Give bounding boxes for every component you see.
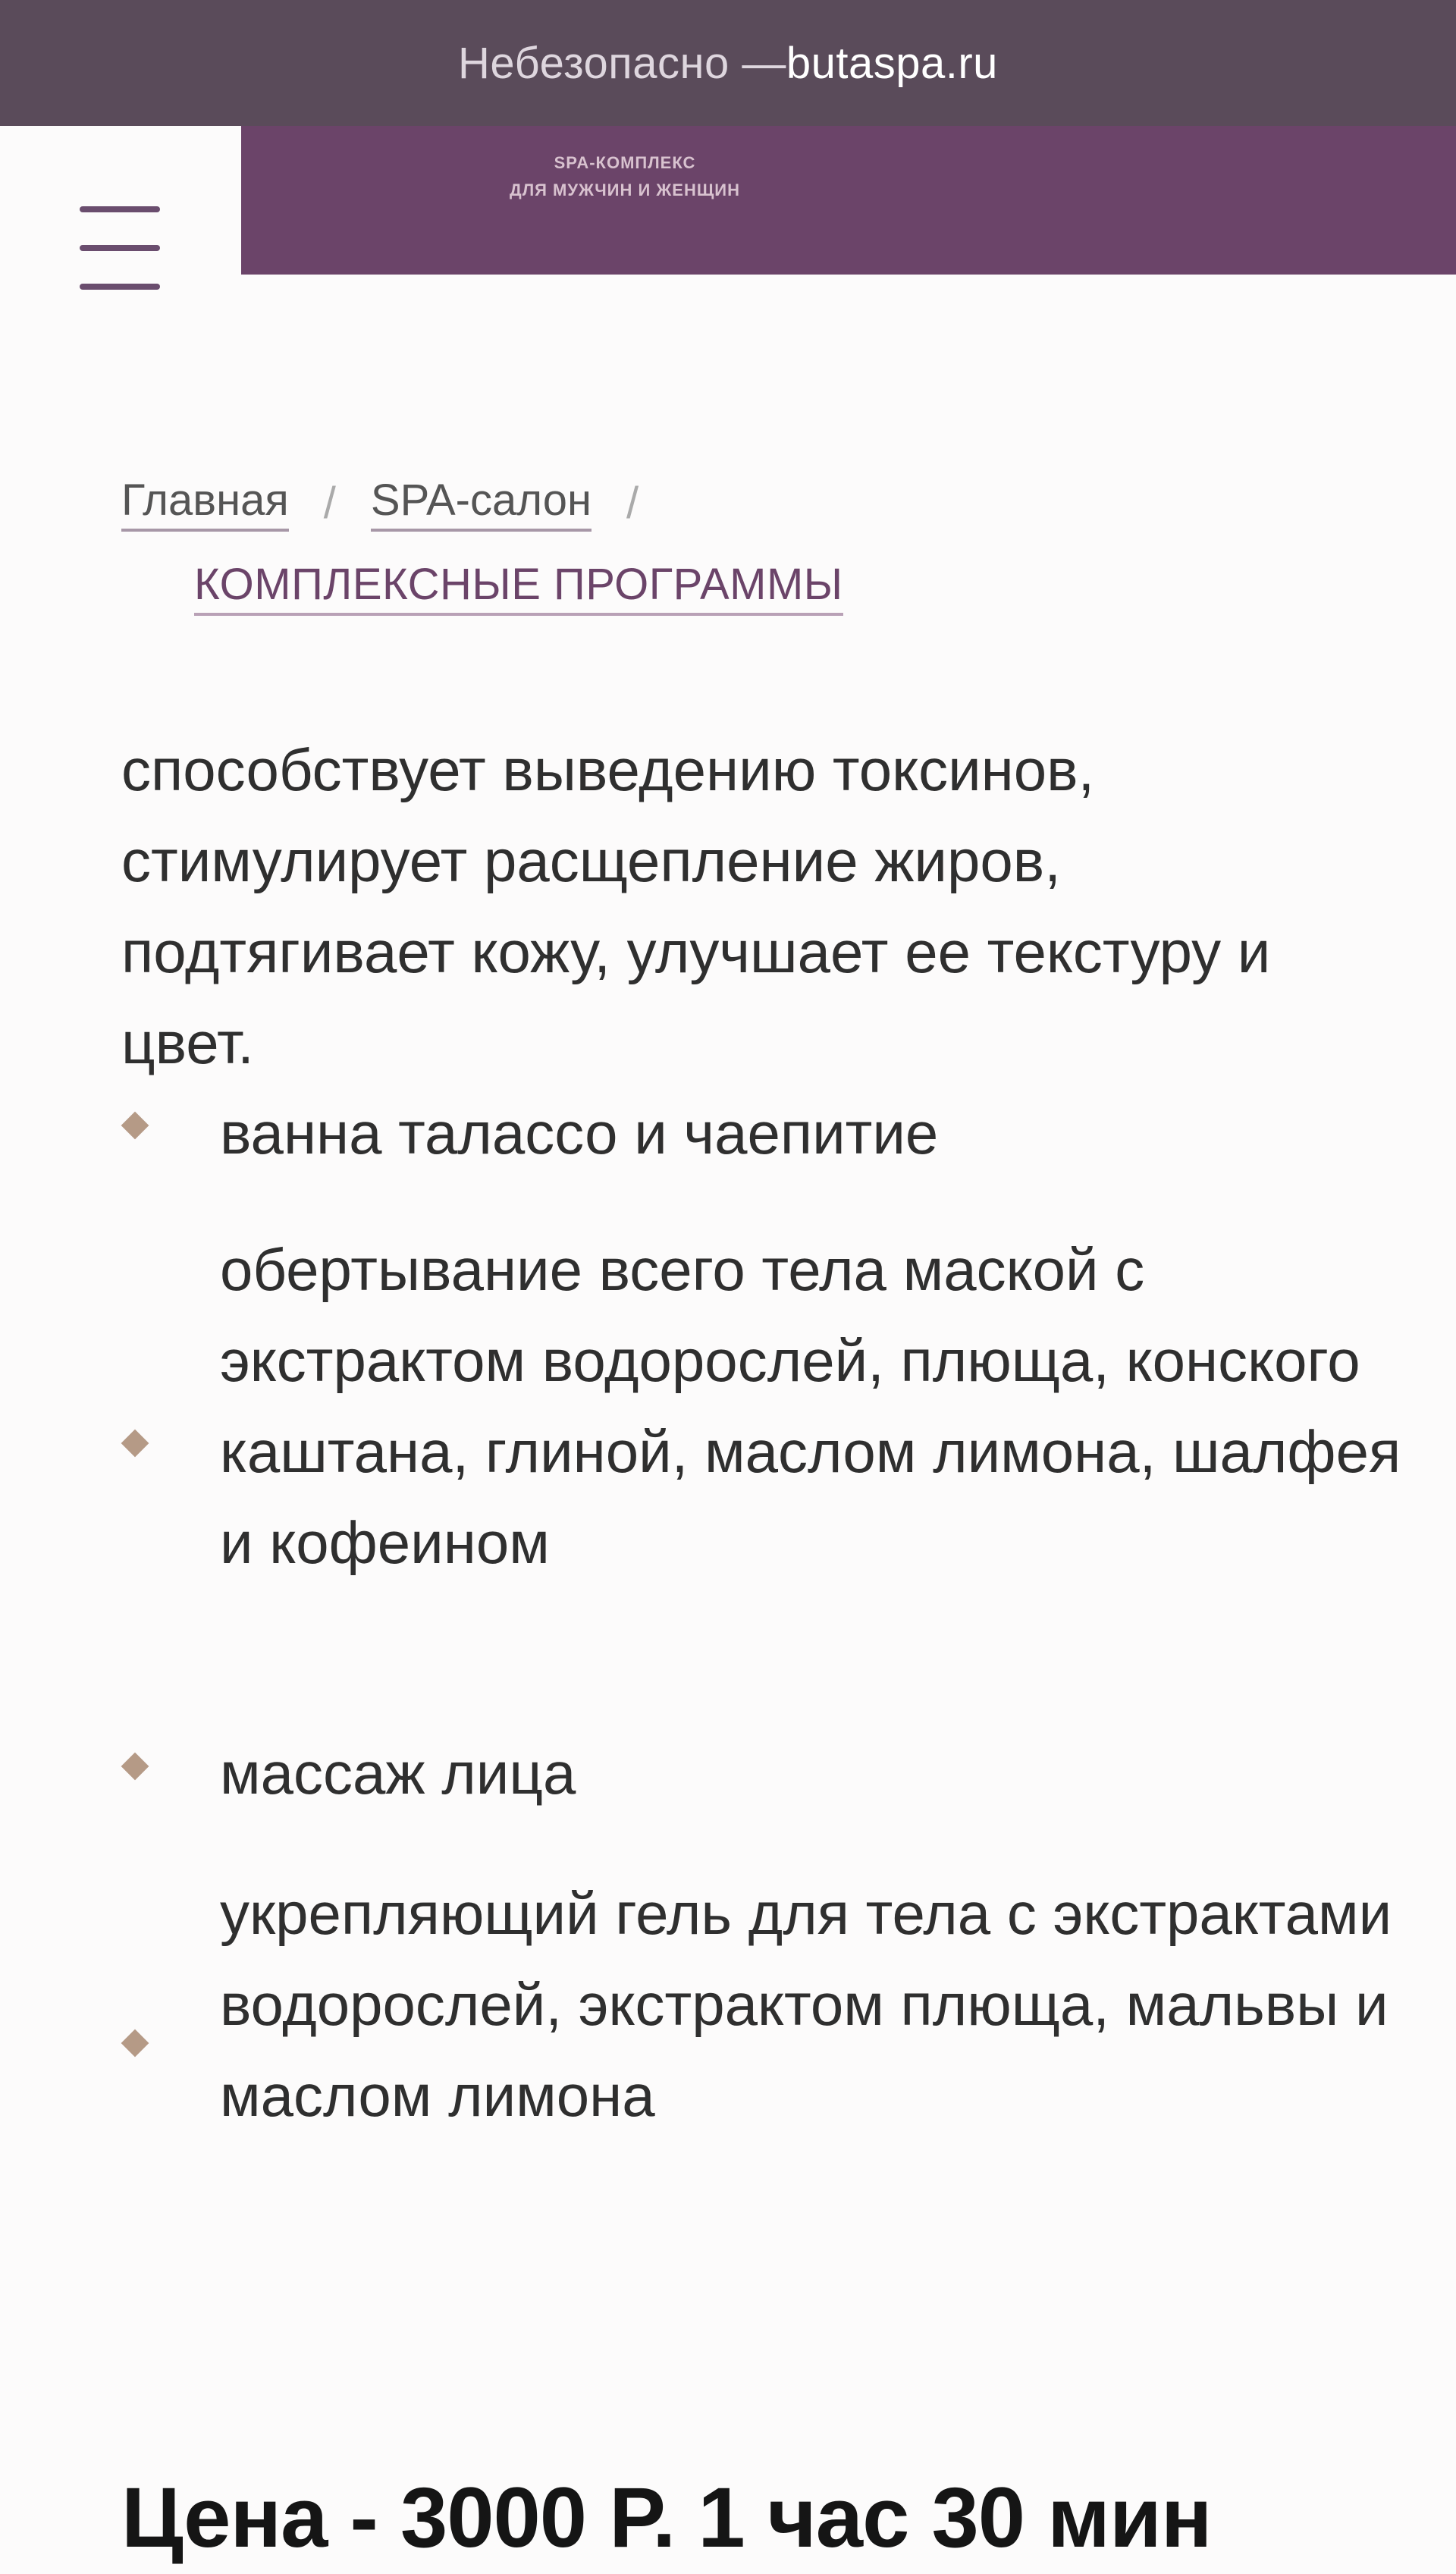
list-bullet-icon xyxy=(121,1753,149,1781)
site-header xyxy=(0,126,1456,275)
list-item: массаж лица xyxy=(220,1740,576,1807)
breadcrumb-separator: / xyxy=(323,479,336,528)
hamburger-menu-icon[interactable] xyxy=(80,206,160,290)
breadcrumb-current-link[interactable]: КОМПЛЕКСНЫЕ ПРОГРАММЫ xyxy=(194,559,843,616)
menu-line xyxy=(80,284,160,290)
breadcrumb xyxy=(121,475,843,616)
list-bullet-icon xyxy=(121,2029,149,2058)
list-bullet-icon xyxy=(121,1430,149,1458)
brand-banner[interactable] xyxy=(241,126,1456,275)
brand-tagline-line-2: ДЛЯ МУЖЧИН И ЖЕНЩИН xyxy=(510,180,740,199)
brand-tagline-line-1: SPA-КОМПЛЕКС xyxy=(554,153,696,172)
list-item: обертывание всего тела маской с экстрактом водорослей, плюща, конского каштана, глиной, маслом лимона, шалфея и кофеином xyxy=(220,1236,1401,1576)
breadcrumb-spa-salon-link[interactable]: SPA-салон xyxy=(371,475,592,532)
menu-line xyxy=(80,206,160,212)
url-security-label: Небезопасно — xyxy=(458,38,786,88)
list-item: укрепляющий гель для тела с экстрактами водорослей, экстрактом плюща, мальвы и маслом лимона xyxy=(220,1880,1392,2129)
browser-address-bar[interactable] xyxy=(0,0,1456,126)
list-bullet-icon xyxy=(121,1112,149,1140)
url-domain: butaspa.ru xyxy=(786,38,998,88)
price-and-duration: Цена - 3000 Р. 1 час 30 мин xyxy=(121,2470,1212,2565)
breadcrumb-home-link[interactable]: Главная xyxy=(121,475,289,532)
menu-line xyxy=(80,245,160,251)
list-item: ванна талассо и чаепитие xyxy=(220,1100,939,1166)
program-description: способствует выведению токсинов, стимулирует расщепление жиров, подтягивает кожу, улучшает ее текстуру и цвет. xyxy=(121,736,1271,1076)
breadcrumb-separator: / xyxy=(626,479,639,528)
